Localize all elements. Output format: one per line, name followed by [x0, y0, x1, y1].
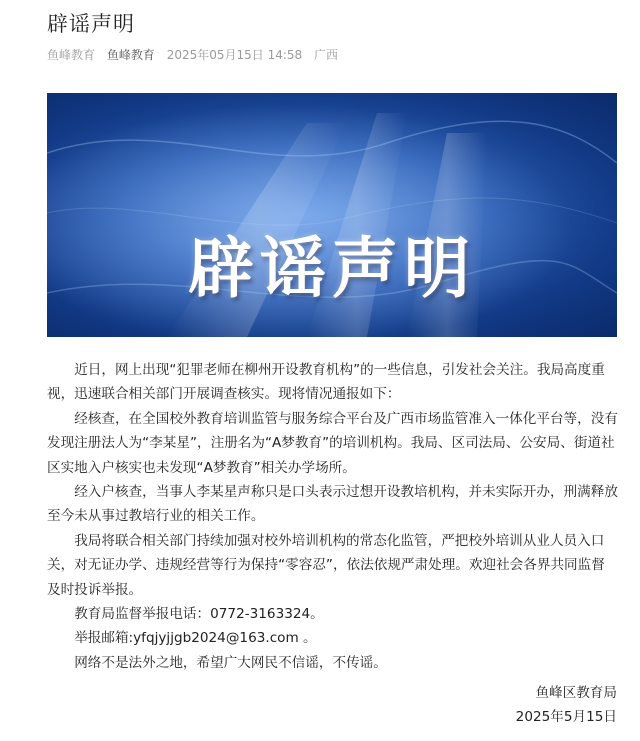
author-link[interactable]: 鱼峰教育 — [106, 48, 155, 62]
paragraph-verification: 经核查，在全国校外教育培训监管与服务综合平台及广西市场监管准入一体化平台等，没有发现注册法人为“李某星”，注册名为“A梦教育”的培训机构。我局、区司法局、公安局、街道社区实地入户核实也未发现“A梦教育”相关办学场所。 — [47, 410, 618, 476]
banner-text: 辟谣声明 — [188, 229, 476, 307]
publish-datetime: 2025年05月15日 14:58 — [166, 48, 303, 62]
paragraph-intro: 近日，网上出现“犯罪老师在柳州开设教育机构”的一些信息，引发社会关注。我局高度重视，迅速联合相关部门开展调查核实。现将情况通报如下： — [47, 362, 605, 403]
article-meta — [47, 46, 346, 63]
signature-date: 2025年5月15日 — [515, 709, 617, 726]
paragraph-household-check: 经入户核查，当事人李某星声称只是口头表示过想开设教培机构，并未实际开办，刑满释放至今未从事过教培行业的相关工作。 — [47, 484, 618, 525]
signature-block — [516, 681, 617, 730]
article-title: 辟谣声明 — [47, 12, 135, 36]
source-label: 鱼峰教育 — [47, 48, 96, 62]
paragraph-email: 举报邮箱:yfqjyjjgb2024@163.com 。 — [74, 630, 317, 647]
paragraph-supervision: 我局将联合相关部门持续加强对校外培训机构的常态化监管，严把校外培训从业人员入口关，对无证办学、违规经营等行为保持“零容忍”，依法依规严肃处理。欢迎社会各界共同监督及时投诉举报。 — [47, 532, 605, 598]
publish-location: 广西 — [314, 48, 339, 62]
signature-org: 鱼峰区教育局 — [535, 685, 617, 701]
paragraph-hotline: 教育局监督举报电话：0772-3163324。 — [74, 606, 324, 623]
paragraph-closing: 网络不是法外之地，希望广大网民不信谣，不传谣。 — [74, 654, 387, 671]
article-body — [47, 358, 618, 675]
banner-image — [47, 93, 617, 337]
